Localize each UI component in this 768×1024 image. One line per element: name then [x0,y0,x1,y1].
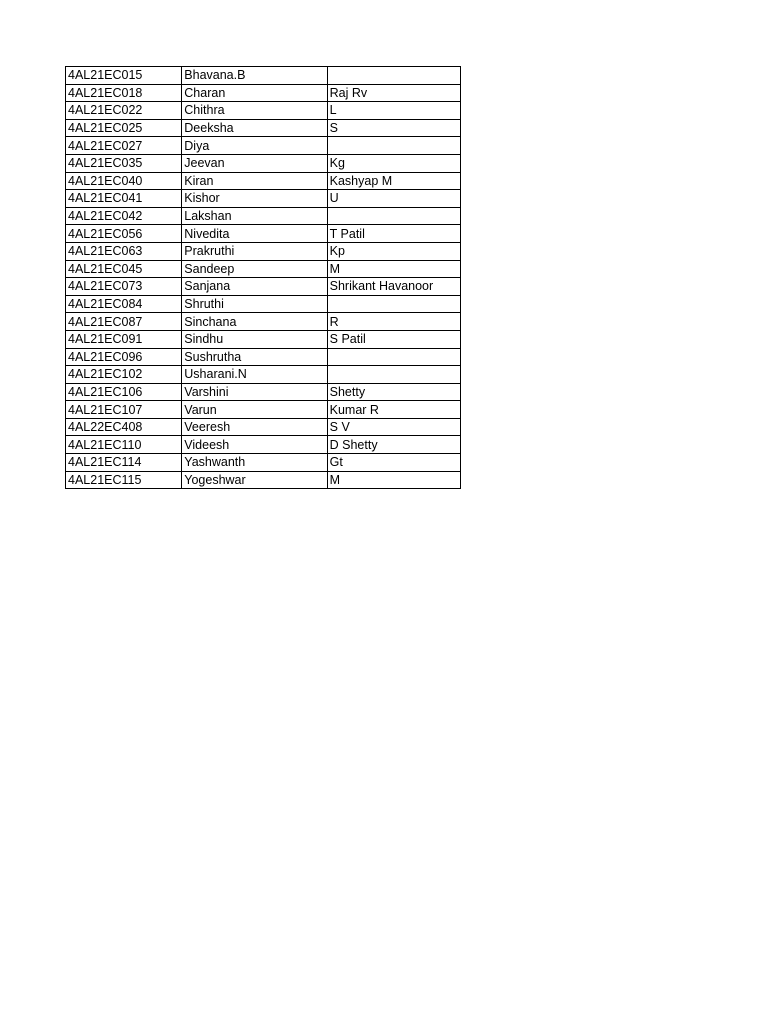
table-row [66,383,461,401]
table-row [66,172,461,190]
last-name-cell: M [327,260,460,278]
table-row [66,137,461,155]
first-name-cell: Varshini [182,383,327,401]
table-row [66,295,461,313]
table-row [66,102,461,120]
last-name-cell: Kp [327,242,460,260]
last-name-cell: S Patil [327,330,460,348]
last-name-cell: Kg [327,154,460,172]
usn-cell: 4AL21EC027 [66,137,182,155]
table-row [66,366,461,384]
table-row [66,278,461,296]
last-name-cell: Kumar R [327,401,460,419]
first-name-cell: Yashwanth [182,454,327,472]
usn-cell: 4AL21EC063 [66,242,182,260]
usn-cell: 4AL21EC073 [66,278,182,296]
first-name-cell: Varun [182,401,327,419]
first-name-cell: Videesh [182,436,327,454]
first-name-cell: Yogeshwar [182,471,327,489]
first-name-cell: Sinchana [182,313,327,331]
roster-body [66,67,461,489]
last-name-cell: S [327,119,460,137]
table-row [66,242,461,260]
first-name-cell: Sindhu [182,330,327,348]
last-name-cell: S V [327,418,460,436]
usn-cell: 4AL21EC045 [66,260,182,278]
usn-cell: 4AL21EC087 [66,313,182,331]
table-row [66,190,461,208]
first-name-cell: Sanjana [182,278,327,296]
usn-cell: 4AL21EC102 [66,366,182,384]
last-name-cell: M [327,471,460,489]
usn-cell: 4AL21EC035 [66,154,182,172]
usn-cell: 4AL21EC107 [66,401,182,419]
last-name-cell: Shrikant Havanoor [327,278,460,296]
first-name-cell: Sandeep [182,260,327,278]
table-row [66,207,461,225]
table-row [66,119,461,137]
usn-cell: 4AL21EC022 [66,102,182,120]
last-name-cell [327,137,460,155]
first-name-cell: Jeevan [182,154,327,172]
usn-cell: 4AL21EC041 [66,190,182,208]
usn-cell: 4AL21EC040 [66,172,182,190]
last-name-cell: Kashyap M [327,172,460,190]
first-name-cell: Sushrutha [182,348,327,366]
usn-cell: 4AL21EC042 [66,207,182,225]
last-name-cell: Gt [327,454,460,472]
last-name-cell: Shetty [327,383,460,401]
table-row [66,454,461,472]
usn-cell: 4AL21EC114 [66,454,182,472]
usn-cell: 4AL22EC408 [66,418,182,436]
usn-cell: 4AL21EC091 [66,330,182,348]
table-row [66,260,461,278]
first-name-cell: Charan [182,84,327,102]
first-name-cell: Veeresh [182,418,327,436]
table-row [66,330,461,348]
table-row [66,154,461,172]
usn-cell: 4AL21EC110 [66,436,182,454]
first-name-cell: Bhavana.B [182,67,327,85]
last-name-cell: D Shetty [327,436,460,454]
last-name-cell: L [327,102,460,120]
table-row [66,436,461,454]
table-row [66,225,461,243]
first-name-cell: Diya [182,137,327,155]
table-row [66,418,461,436]
usn-cell: 4AL21EC015 [66,67,182,85]
table-row [66,348,461,366]
first-name-cell: Chithra [182,102,327,120]
first-name-cell: Deeksha [182,119,327,137]
usn-cell: 4AL21EC025 [66,119,182,137]
table-row [66,313,461,331]
last-name-cell: Raj Rv [327,84,460,102]
usn-cell: 4AL21EC115 [66,471,182,489]
last-name-cell [327,207,460,225]
usn-cell: 4AL21EC056 [66,225,182,243]
first-name-cell: Prakruthi [182,242,327,260]
table-row [66,401,461,419]
first-name-cell: Nivedita [182,225,327,243]
first-name-cell: Lakshan [182,207,327,225]
usn-cell: 4AL21EC084 [66,295,182,313]
student-roster-table [65,66,461,489]
first-name-cell: Kishor [182,190,327,208]
last-name-cell [327,295,460,313]
table-row [66,471,461,489]
usn-cell: 4AL21EC096 [66,348,182,366]
last-name-cell [327,366,460,384]
last-name-cell [327,67,460,85]
table-row [66,84,461,102]
document-page [65,66,461,489]
last-name-cell: T Patil [327,225,460,243]
first-name-cell: Kiran [182,172,327,190]
usn-cell: 4AL21EC106 [66,383,182,401]
last-name-cell: U [327,190,460,208]
first-name-cell: Usharani.N [182,366,327,384]
last-name-cell [327,348,460,366]
usn-cell: 4AL21EC018 [66,84,182,102]
last-name-cell: R [327,313,460,331]
first-name-cell: Shruthi [182,295,327,313]
table-row [66,67,461,85]
